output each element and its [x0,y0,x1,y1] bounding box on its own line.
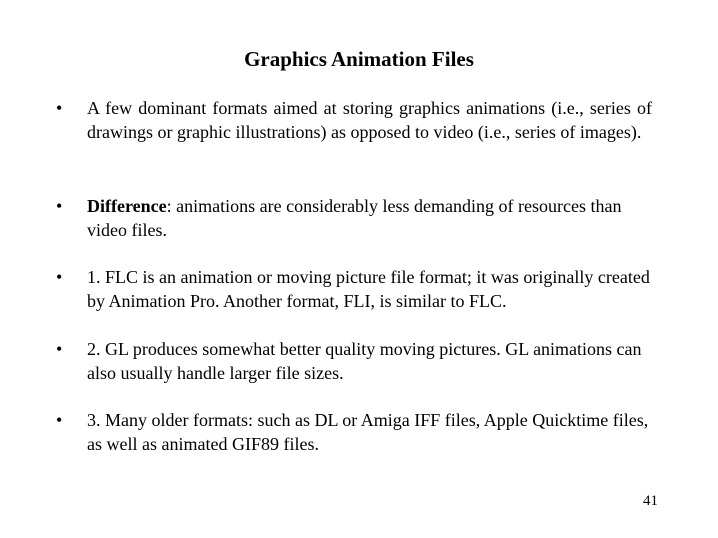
bullet-icon: • [56,98,63,118]
bullet-text: 2. GL produces somewhat better quality moving pictures. GL animations can also usually handle larger file sizes. [87,339,642,383]
bullet-text: 1. FLC is an animation or moving picture file format; it was originally created by Animation Pro. Another format, FLI, is similar to FLC. [87,267,650,311]
bullet-icon: • [56,339,63,359]
slide-title: Graphics Animation Files [244,47,474,71]
bullet-text: A few dominant formats aimed at storing graphics animations (i.e., series of drawings or graphic illustrations) as opposed to video (i.e., series of images). [87,98,652,142]
bullet-icon: • [56,196,63,216]
difference-term: Difference [87,196,167,216]
bullet-text: 3. Many older formats: such as DL or Amiga IFF files, Apple Quicktime files, as well as animated GIF89 files. [87,410,649,454]
bullet-icon: • [56,410,63,430]
bullet-text [87,194,652,242]
bullet-icon: • [56,267,63,287]
difference-description: : animations are considerably less demanding of resources than video files. [87,196,622,240]
page-number: 41 [643,493,658,509]
